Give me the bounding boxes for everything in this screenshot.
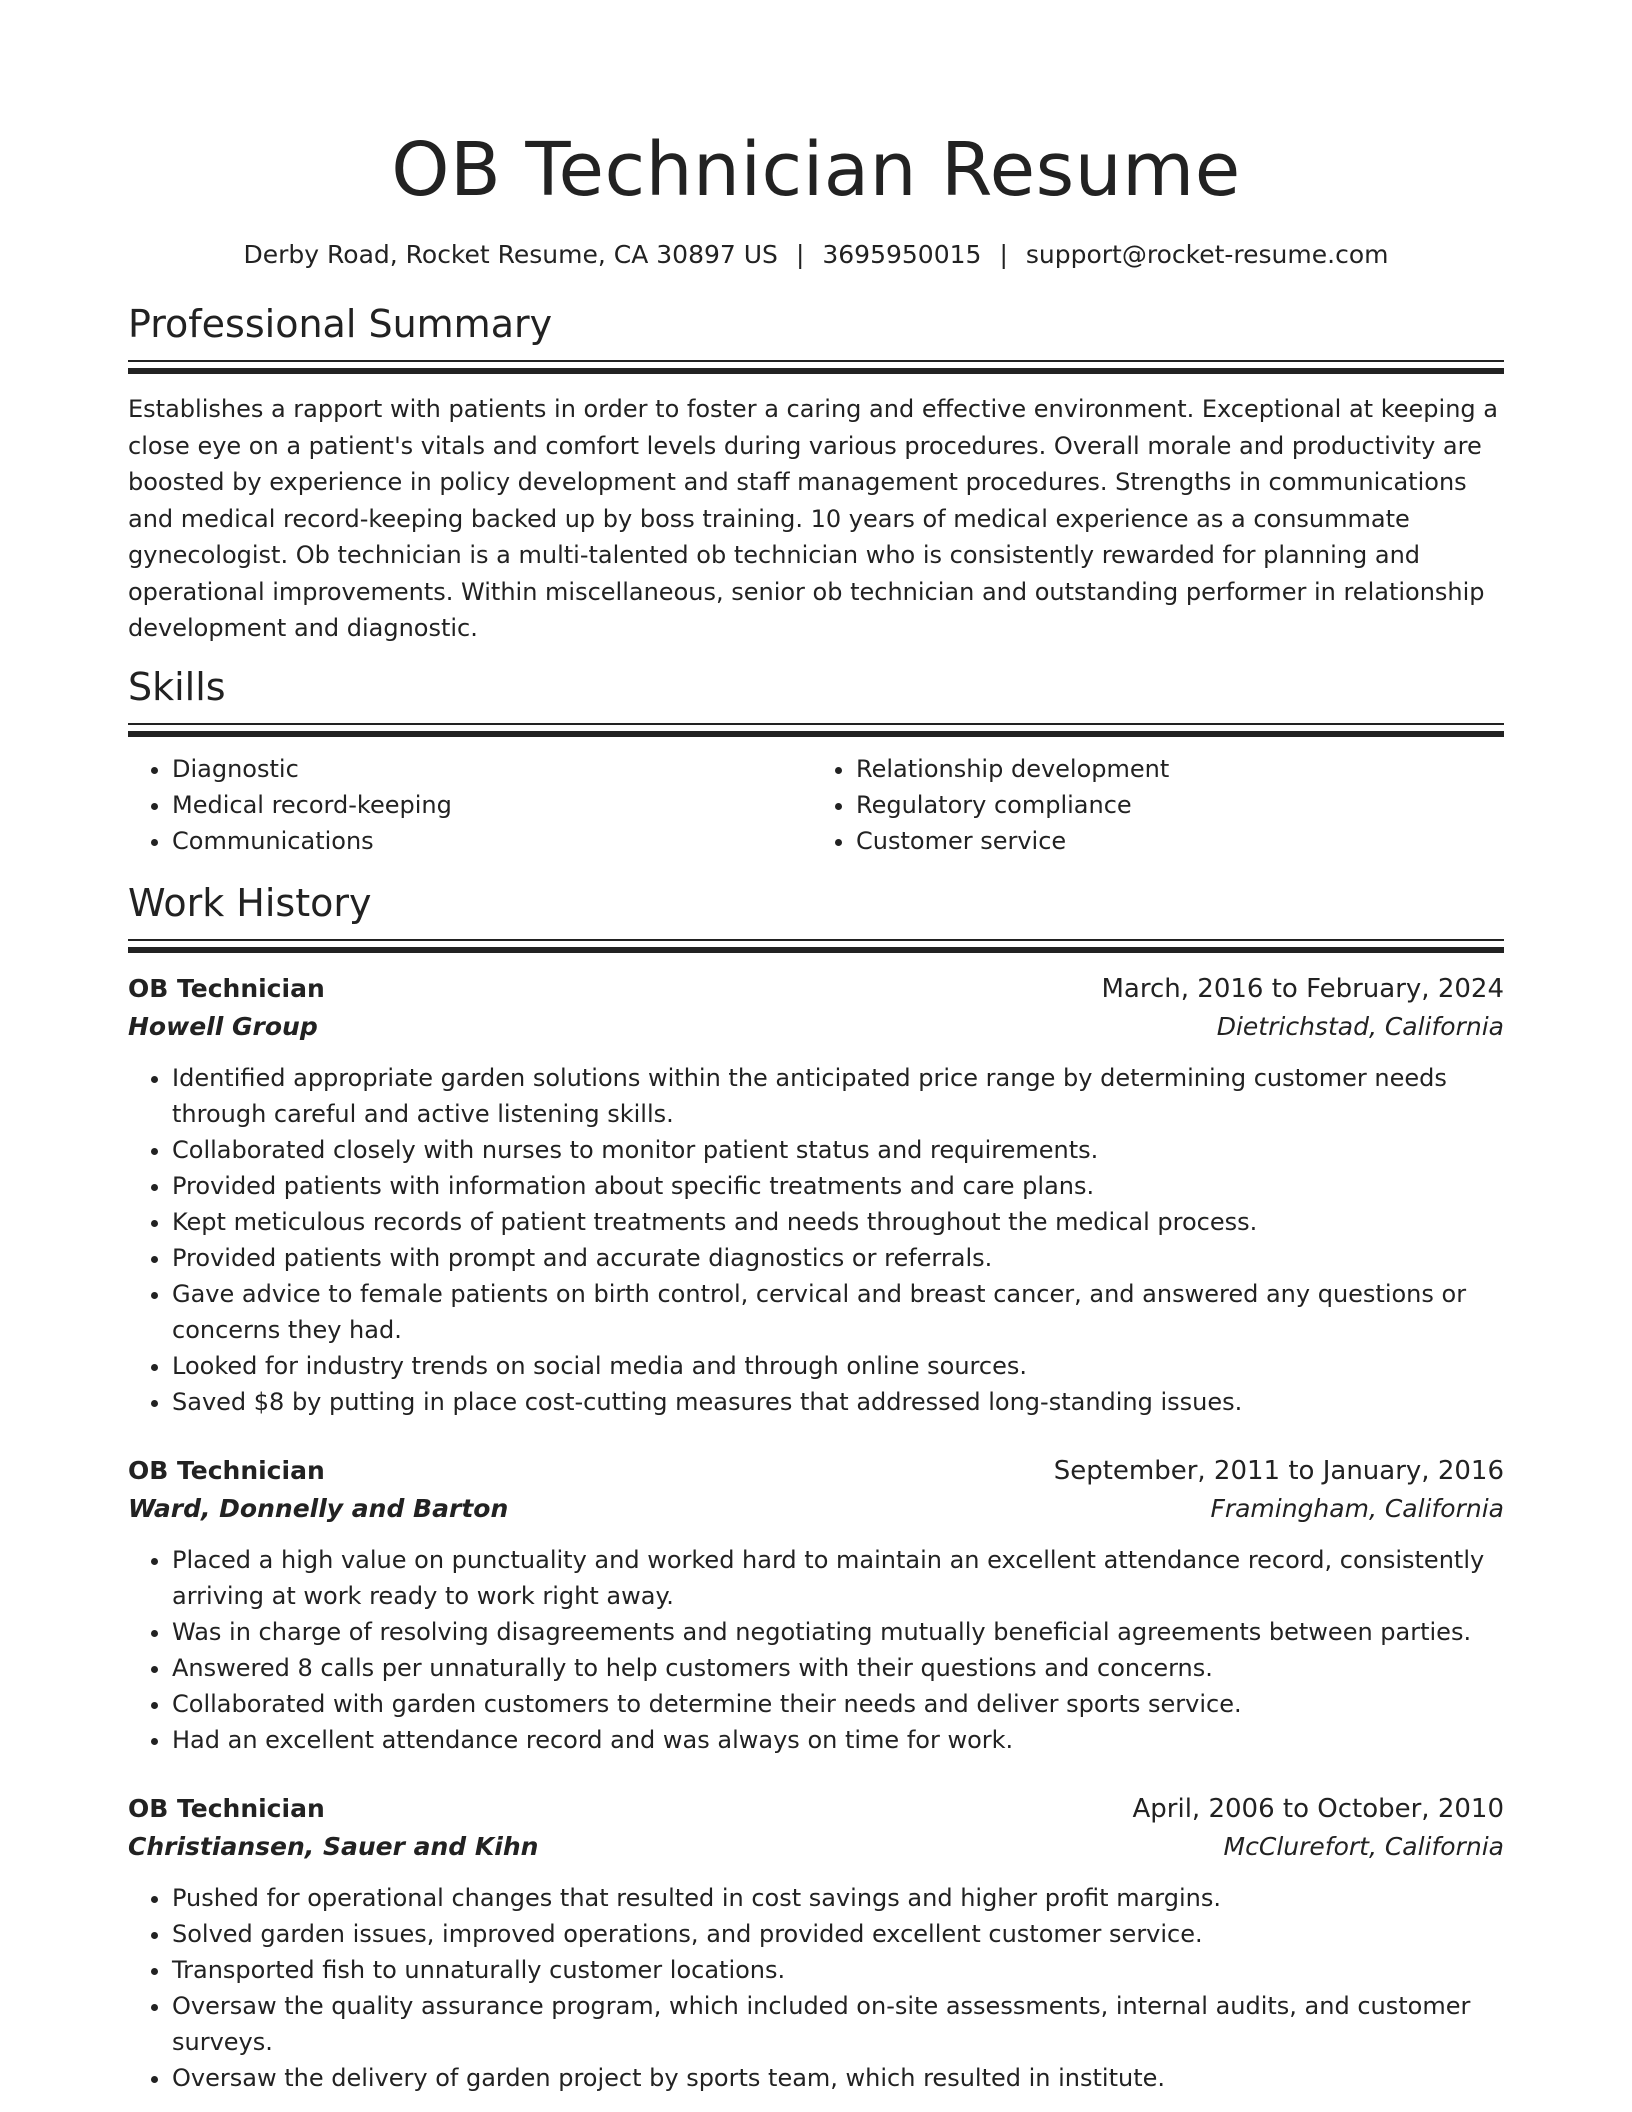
skills-list-right bbox=[820, 751, 1504, 859]
skills-columns bbox=[128, 751, 1504, 859]
job-entry bbox=[128, 1452, 1504, 1758]
job-bullets bbox=[128, 1880, 1504, 2096]
job-bullet: • Was in charge of resolving disagreements and negotiating mutually beneficial agreements between parties. bbox=[172, 1614, 1504, 1650]
skill-item: • Diagnostic bbox=[172, 751, 820, 787]
skill-item: • Medical record-keeping bbox=[172, 787, 820, 823]
skill-item: • Regulatory compliance bbox=[856, 787, 1504, 823]
job-company: Ward, Donnelly and Barton bbox=[128, 1493, 509, 1523]
job-location: Dietrichstad, California bbox=[1216, 1011, 1504, 1041]
job-bullet: • Solved garden issues, improved operations, and provided excellent customer service. bbox=[172, 1916, 1504, 1952]
job-bullet: • Oversaw the quality assurance program, which included on-site assessments, internal audits, and customer surveys. bbox=[172, 1988, 1504, 2060]
job-location: McClurefort, California bbox=[1223, 1831, 1504, 1861]
job-bullet: • Provided patients with information about specific treatments and care plans. bbox=[172, 1168, 1504, 1204]
job-bullet: • Placed a high value on punctuality and worked hard to maintain an excellent attendance record, consistently arriving at work ready to work right away. bbox=[172, 1542, 1504, 1614]
job-bullet: • Answered 8 calls per unnaturally to help customers with their questions and concerns. bbox=[172, 1650, 1504, 1686]
job-title: OB Technician bbox=[128, 973, 325, 1003]
job-subheader-row bbox=[128, 1490, 1504, 1528]
job-location: Framingham, California bbox=[1210, 1493, 1504, 1523]
contact-line bbox=[128, 238, 1504, 272]
job-subheader-row bbox=[128, 1828, 1504, 1866]
section-divider bbox=[128, 723, 1504, 738]
job-subheader-row bbox=[128, 1008, 1504, 1046]
job-dates: September, 2011 to January, 2016 bbox=[1053, 1455, 1504, 1486]
section-divider bbox=[128, 939, 1504, 954]
skills-section bbox=[128, 661, 1504, 859]
job-company: Howell Group bbox=[128, 1011, 318, 1041]
section-divider bbox=[128, 360, 1504, 375]
skill-item: • Customer service bbox=[856, 823, 1504, 859]
job-bullet: • Pushed for operational changes that resulted in cost savings and higher profit margins. bbox=[172, 1880, 1504, 1916]
job-bullet: • Oversaw the delivery of garden project by sports team, which resulted in institute. bbox=[172, 2060, 1504, 2096]
job-bullet: • Gave advice to female patients on birth control, cervical and breast cancer, and answered any questions or concerns they had. bbox=[172, 1276, 1504, 1348]
job-company: Christiansen, Sauer and Kihn bbox=[128, 1831, 539, 1861]
summary-paragraph: Establishes a rapport with patients in order to foster a caring and effective environment. Exceptional at keeping a close eye on a patient's vitals and comfort levels during various procedures. Overall morale and productivity are boosted by experience in policy development and staff management procedures. Strengths in communications and medical record-keeping backed up by boss training. 10 years of medical experience as a consummate gynecologist. Ob technician is a multi-talented ob technician who is consistently rewarded for planning and operational improvements. Within miscellaneous, senior ob technician and outstanding performer in relationship development and diagnostic. bbox=[128, 395, 1498, 642]
job-bullet: • Provided patients with prompt and accurate diagnostics or referrals. bbox=[172, 1240, 1504, 1276]
summary-section bbox=[128, 298, 1504, 647]
job-header-row bbox=[128, 970, 1504, 1008]
job-bullet: • Identified appropriate garden solutions within the anticipated price range by determining customer needs through careful and active listening skills. bbox=[172, 1060, 1504, 1132]
job-bullet: • Collaborated closely with nurses to monitor patient status and requirements. bbox=[172, 1132, 1504, 1168]
section-heading-skills: Skills bbox=[128, 664, 226, 709]
resume-page bbox=[128, 0, 1504, 2096]
job-dates: March, 2016 to February, 2024 bbox=[1101, 973, 1504, 1004]
job-header-row bbox=[128, 1452, 1504, 1490]
skill-item: • Relationship development bbox=[856, 751, 1504, 787]
job-entry bbox=[128, 970, 1504, 1420]
job-header-row bbox=[128, 1790, 1504, 1828]
job-bullet: • Kept meticulous records of patient treatments and needs throughout the medical process. bbox=[172, 1204, 1504, 1240]
skills-list-left bbox=[128, 751, 820, 859]
section-heading-work-history: Work History bbox=[128, 880, 372, 925]
job-bullet: • Collaborated with garden customers to determine their needs and deliver sports service. bbox=[172, 1686, 1504, 1722]
job-title: OB Technician bbox=[128, 1455, 325, 1485]
job-bullets bbox=[128, 1542, 1504, 1758]
job-dates: April, 2006 to October, 2010 bbox=[1132, 1793, 1504, 1824]
contact-email: support@rocket-resume.com bbox=[1025, 240, 1389, 269]
job-bullet: • Transported fish to unnaturally customer locations. bbox=[172, 1952, 1504, 1988]
contact-separator: | bbox=[795, 240, 805, 269]
job-bullets bbox=[128, 1060, 1504, 1420]
section-heading-summary: Professional Summary bbox=[128, 302, 553, 346]
job-bullet: • Looked for industry trends on social media and through online sources. bbox=[172, 1348, 1504, 1384]
job-bullet: • Saved $8 by putting in place cost-cutting measures that addressed long-standing issues. bbox=[172, 1384, 1504, 1420]
job-bullet: • Had an excellent attendance record and was always on time for work. bbox=[172, 1722, 1504, 1758]
work-history-section bbox=[128, 877, 1504, 2096]
contact-phone: 3695950015 bbox=[822, 240, 982, 269]
skill-item: • Communications bbox=[172, 823, 820, 859]
resume-title: OB Technician Resume bbox=[391, 127, 1241, 213]
job-entry bbox=[128, 1790, 1504, 2096]
job-title: OB Technician bbox=[128, 1793, 325, 1823]
contact-separator: | bbox=[999, 240, 1008, 269]
contact-address: Derby Road, Rocket Resume, CA 30897 US bbox=[243, 240, 778, 269]
